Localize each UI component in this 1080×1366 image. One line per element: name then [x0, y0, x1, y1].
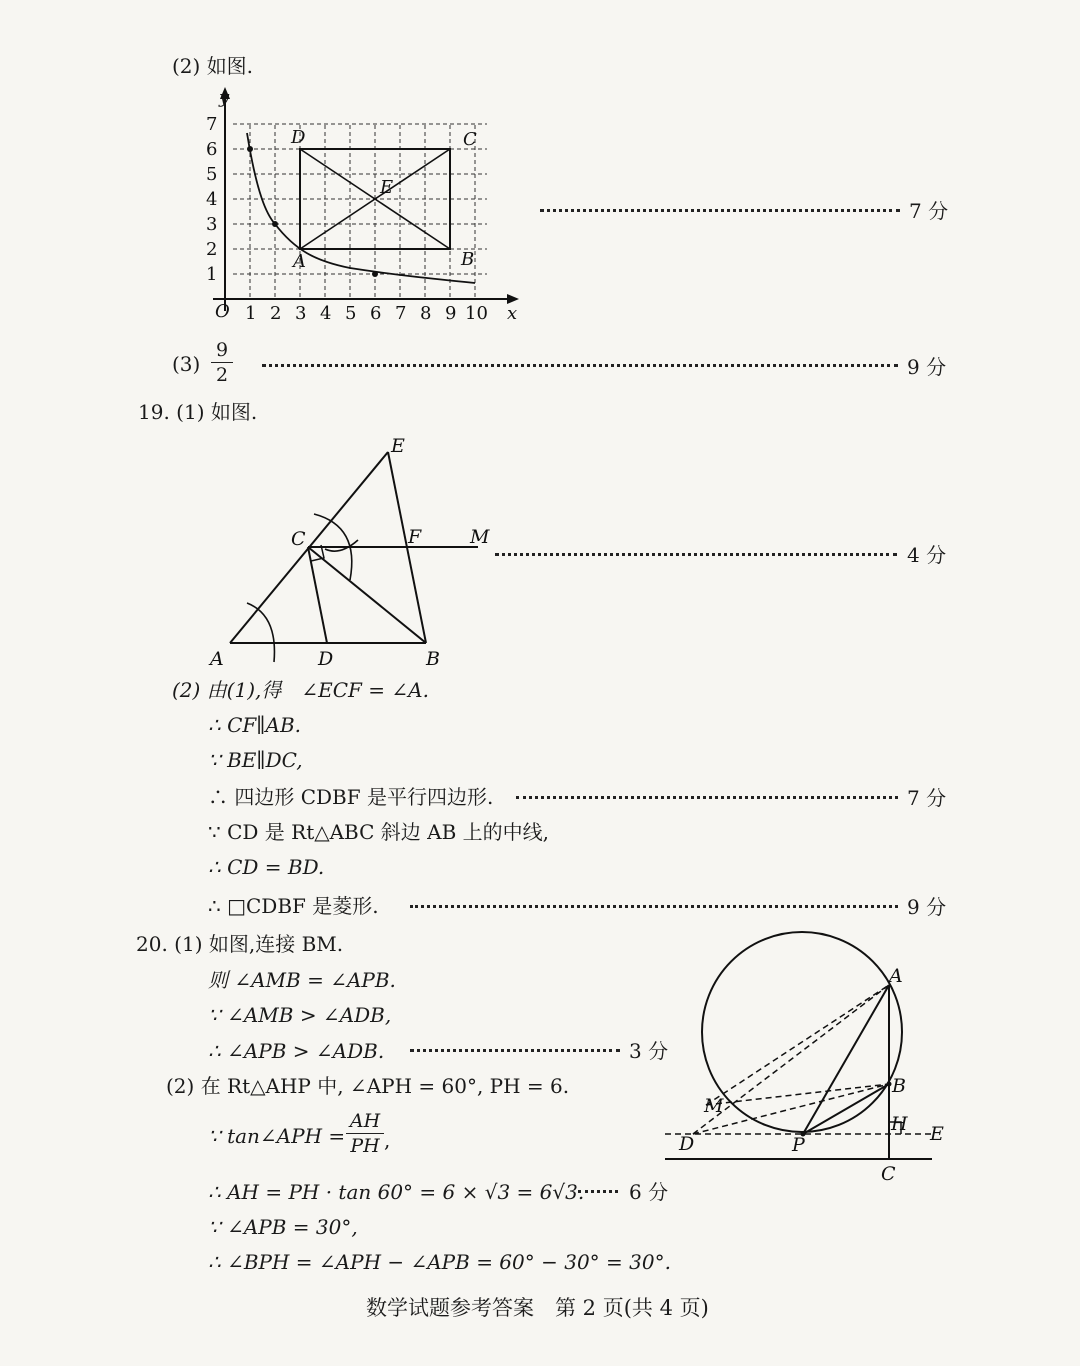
fraction-numerator: 9 [215, 339, 229, 361]
fraction-denominator: PH [350, 1135, 380, 1157]
point-d-label: D [318, 648, 334, 670]
q19-part1-label: 19. (1) 如图. [138, 400, 258, 424]
q20-part2-tan-prefix: ∵ tan∠APH = [208, 1124, 346, 1148]
tick-x-4: 4 [320, 303, 332, 324]
dot-leader [540, 209, 900, 212]
q19-part2-line5: ∵ CD 是 Rt△ABC 斜边 AB 上的中线, [208, 820, 549, 844]
segment-ap [803, 985, 889, 1134]
dot-leader [516, 796, 898, 799]
page-footer: 数学试题参考答案 第 2 页(共 4 页) [366, 1296, 709, 1320]
segment-cb [308, 547, 426, 643]
q20-part2-line1: (2) 在 Rt△AHP 中, ∠APH = 60°, PH = 6. [166, 1074, 570, 1098]
score-9: 9 分 [907, 895, 947, 919]
score-4: 4 分 [907, 543, 947, 567]
triangle-figure [200, 430, 500, 670]
q19-part2-line1: (2) 由(1),得 ∠ECF = ∠A. [172, 678, 429, 702]
point-b-label: B [426, 648, 440, 670]
tick-y-3: 3 [206, 214, 218, 235]
point-a-label: A [889, 965, 903, 987]
q20-part1-line3: ∵ ∠AMB > ∠ADB, [208, 1003, 392, 1027]
point-b-label: B [892, 1075, 906, 1097]
score-6: 6 分 [629, 1180, 669, 1204]
dot-leader [262, 364, 898, 367]
point-h-label: H [891, 1113, 908, 1135]
point-p-label: P [792, 1134, 805, 1156]
q18-part3-label: (3) [172, 352, 201, 376]
curve-point [272, 221, 278, 227]
fraction-denominator: 2 [215, 364, 229, 386]
fraction-nine-halves [211, 339, 233, 386]
segment-bp [803, 1084, 889, 1134]
point-c-label: C [291, 528, 306, 550]
point-m-label: M [470, 526, 490, 548]
q20-part2-tan-suffix: , [384, 1128, 391, 1152]
point-e-label: E [391, 435, 405, 457]
tick-x-6: 6 [370, 303, 382, 324]
q20-part2-line4: ∵ ∠APB = 30°, [208, 1215, 358, 1239]
tick-x-9: 9 [445, 303, 457, 324]
fraction-numerator: AH [349, 1110, 381, 1132]
tick-x-3: 3 [295, 303, 307, 324]
tick-y-2: 2 [206, 239, 218, 260]
x-axis-label: x [507, 303, 518, 324]
curve-point [372, 271, 378, 277]
q20-part2-line3: ∴ AH = PH · tan 60° = 6 × √3 = 6√3. [208, 1180, 585, 1204]
point-m-label: M [704, 1095, 724, 1117]
point-c-label: C [881, 1163, 896, 1185]
circle-figure [660, 930, 950, 1190]
point-b-dot [887, 1082, 892, 1087]
point-d-label: D [291, 127, 306, 148]
fraction-ah-over-ph [346, 1110, 384, 1157]
tick-x-5: 5 [345, 303, 357, 324]
point-a-label: A [210, 648, 224, 670]
dot-leader [410, 905, 898, 908]
dot-leader [495, 553, 897, 556]
point-c-label: C [463, 129, 477, 150]
point-a-label: A [293, 251, 306, 272]
score-7: 7 分 [907, 786, 947, 810]
arc-at-a [247, 603, 274, 662]
tick-y-5: 5 [206, 164, 218, 185]
score-9: 9 分 [907, 355, 947, 379]
coordinate-graph [205, 85, 525, 325]
q19-part2-line3: ∵ BE∥DC, [208, 748, 303, 772]
q18-part2-label: (2) 如图. [172, 54, 254, 78]
point-e-label: E [930, 1123, 944, 1145]
origin-label: O [215, 301, 230, 322]
dot-leader [578, 1190, 618, 1193]
q20-part1-line1: 20. (1) 如图,连接 BM. [136, 932, 344, 956]
tick-y-4: 4 [206, 189, 218, 210]
tick-x-10: 10 [465, 303, 488, 324]
tick-x-2: 2 [270, 303, 282, 324]
dashed-ma [706, 985, 889, 1105]
score-3: 3 分 [629, 1039, 669, 1063]
tick-x-8: 8 [420, 303, 432, 324]
tick-y-1: 1 [206, 264, 218, 285]
circle [702, 932, 902, 1132]
point-b-label: B [461, 249, 475, 270]
dot-leader [410, 1049, 620, 1052]
q19-part2-line7: ∴ □CDBF 是菱形. [208, 894, 379, 918]
tick-y-6: 6 [206, 139, 218, 160]
y-axis-label: y [219, 87, 230, 108]
tick-x-1: 1 [245, 303, 257, 324]
q20-part1-line4: ∴ ∠APB > ∠ADB. [208, 1039, 385, 1063]
score-7: 7 分 [909, 199, 949, 223]
curve-point [247, 146, 253, 152]
point-e-label: E [380, 177, 394, 198]
point-f-label: F [408, 526, 422, 548]
q19-part2-line2: ∴ CF∥AB. [208, 713, 301, 737]
q20-part1-line2: 则 ∠AMB = ∠APB. [208, 968, 396, 992]
q19-part2-line6: ∴ CD = BD. [208, 855, 325, 879]
q19-part2-line4: ∴ 四边形 CDBF 是平行四边形. [208, 785, 494, 809]
arc-at-c-small [325, 540, 358, 551]
tick-y-7: 7 [206, 114, 218, 135]
point-d-label: D [679, 1133, 695, 1155]
tick-x-7: 7 [395, 303, 407, 324]
q20-part2-line5: ∴ ∠BPH = ∠APH − ∠APB = 60° − 30° = 30°. [208, 1250, 671, 1274]
